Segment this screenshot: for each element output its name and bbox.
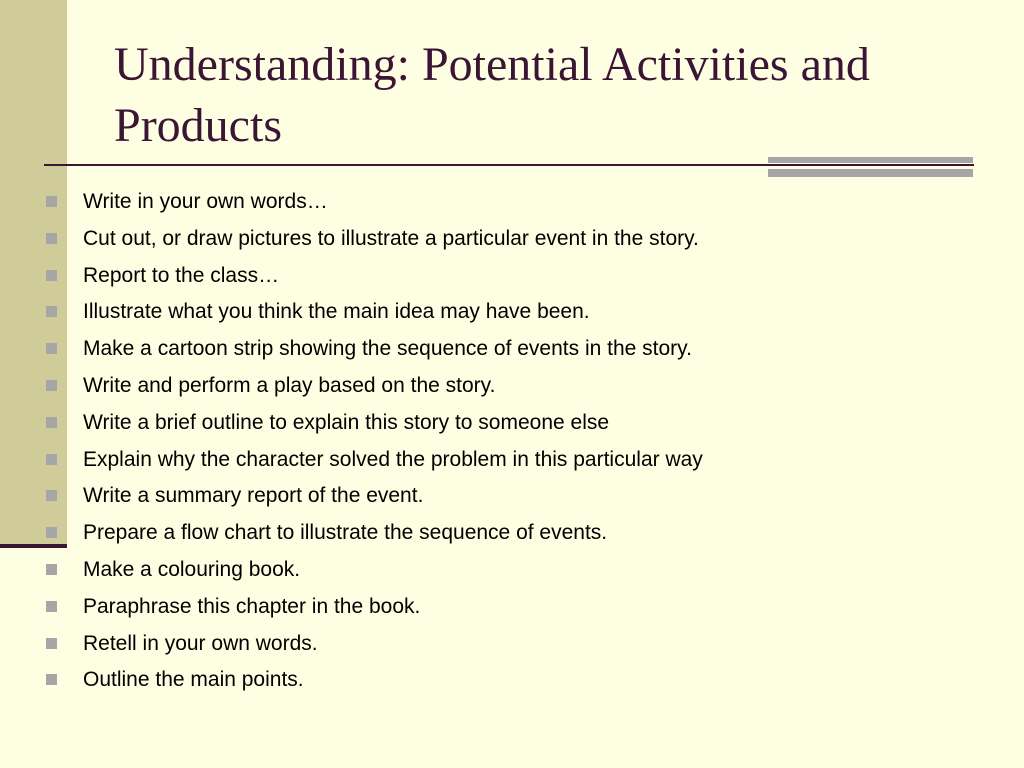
bullet-item <box>44 478 984 515</box>
square-bullet-icon <box>46 564 57 575</box>
divider-accent-bar-top <box>768 157 973 163</box>
bullet-item <box>44 405 984 442</box>
bullet-item <box>44 442 984 479</box>
square-bullet-icon <box>46 306 57 317</box>
bullet-text: Write and perform a play based on the story. <box>83 373 496 397</box>
square-bullet-icon <box>46 674 57 685</box>
square-bullet-icon <box>46 490 57 501</box>
square-bullet-icon <box>46 638 57 649</box>
bullet-text: Retell in your own words. <box>83 631 318 655</box>
bullet-text: Make a cartoon strip showing the sequence of events in the story. <box>83 337 692 361</box>
bullet-text: Cut out, or draw pictures to illustrate a particular event in the story. <box>83 226 699 250</box>
bullet-item <box>44 258 984 295</box>
bullet-item <box>44 589 984 626</box>
bullet-item <box>44 368 984 405</box>
square-bullet-icon <box>46 527 57 538</box>
square-bullet-icon <box>46 233 57 244</box>
bullet-text: Illustrate what you think the main idea may have been. <box>83 300 590 324</box>
bullet-item <box>44 184 984 221</box>
bullet-text: Outline the main points. <box>83 668 304 692</box>
bullet-item <box>44 294 984 331</box>
square-bullet-icon <box>46 454 57 465</box>
square-bullet-icon <box>46 380 57 391</box>
bullet-text: Explain why the character solved the problem in this particular way <box>83 447 703 471</box>
square-bullet-icon <box>46 601 57 612</box>
bullet-text: Prepare a flow chart to illustrate the sequence of events. <box>83 521 608 545</box>
bullet-item <box>44 515 984 552</box>
bullet-item <box>44 331 984 368</box>
square-bullet-icon <box>46 196 57 207</box>
bullet-text: Paraphrase this chapter in the book. <box>83 594 421 618</box>
bullet-text: Write in your own words… <box>83 190 328 213</box>
square-bullet-icon <box>46 343 57 354</box>
bullet-text: Make a colouring book. <box>83 557 301 581</box>
bullet-item <box>44 626 984 663</box>
square-bullet-icon <box>46 417 57 428</box>
bullet-text: Write a brief outline to explain this story to someone else <box>83 410 610 434</box>
bullet-text: Report to the class… <box>83 263 280 287</box>
slide-title: Understanding: Potential Activities and Products <box>114 38 870 152</box>
bullet-text: Write a summary report of the event. <box>83 484 424 508</box>
bullet-item <box>44 662 984 699</box>
divider-accent-bar-bottom <box>768 169 973 177</box>
divider-accent-bars <box>768 157 973 179</box>
bullet-item <box>44 221 984 258</box>
square-bullet-icon <box>46 270 57 281</box>
bullet-list <box>44 184 984 699</box>
bullet-item <box>44 552 984 589</box>
